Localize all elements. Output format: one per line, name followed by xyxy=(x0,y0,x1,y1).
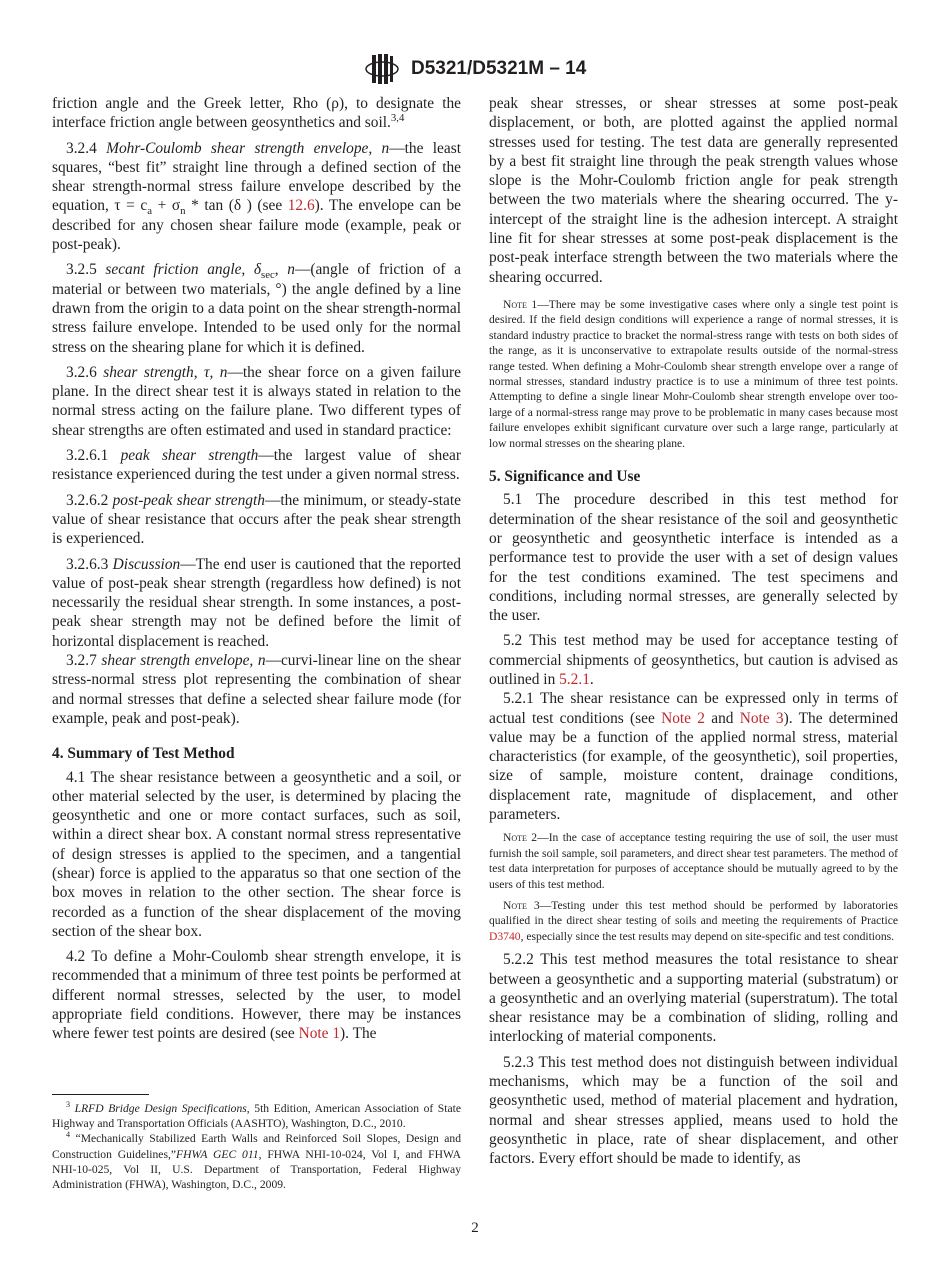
text-segment: n xyxy=(180,205,186,218)
text-segment: 2—In the case of acceptance testing requiring the use of soil, the user must furnish the soil sample, soil parameters, and direct shear test parameters. The method of test data interpretation for purposes of acceptance should be mutually agreed to by the users of this test method. xyxy=(489,831,898,891)
text-segment: 5.2 This test method may be used for acceptance testing of commercial shipments of geosynthetics, but caution is advised as outlined in xyxy=(489,632,898,688)
footnote xyxy=(52,1101,461,1131)
footnote-marker: 3 xyxy=(66,1100,71,1110)
text-segment: FHWA GEC 011 xyxy=(176,1147,259,1161)
cross-reference-link[interactable]: Note 3 xyxy=(739,709,784,727)
text-segment: ). The determined value may be a function of the applied normal stress, material characteristics (for example, of the geosynthetic), soil properties, size of sample, moisture content, drainage conditions, displacement rate, magnitude of displacement, and other parameters. xyxy=(489,709,899,824)
text-segment: post-peak shear strength xyxy=(112,491,265,509)
paragraph xyxy=(52,94,461,133)
text-segment: 4.2 To define a Mohr-Coulomb shear strength envelope, it is recommended that a minimum of three test points be performed at different normal stresses, selected by the user, to model appropriate field conditions. However, there may be instances where fewer test points are desired (see xyxy=(52,948,461,1043)
text-segment: ). The xyxy=(340,1025,377,1043)
text-segment: “Mechanically Stabilized Earth Walls and Reinforced Soil Slopes, Design and Construction Guidelines,” xyxy=(52,1132,461,1161)
text-segment: 3.2.6.3 xyxy=(66,555,113,573)
text-segment: —the minimum, or steady-state value of shear resistance that occurs after the peak shear strength is experienced. xyxy=(52,491,461,548)
paragraph xyxy=(489,689,898,824)
text-segment: , xyxy=(274,261,288,279)
text-segment: ). The envelope can be described for any chosen shear failure mode (example, peak or post-peak). xyxy=(52,197,461,254)
text-segment: Discussion xyxy=(112,555,181,573)
text-segment: Mohr-Coulomb shear strength envelope, n xyxy=(106,139,390,157)
cross-reference-link[interactable]: 12.6 xyxy=(287,197,315,215)
document-designation: D5321/D5321M – 14 xyxy=(410,58,587,79)
paragraph xyxy=(489,631,898,689)
footnote-marker: 3,4 xyxy=(390,112,405,125)
cross-reference-link[interactable]: 5.2.1 xyxy=(559,671,590,688)
text-segment: 5. Significance and Use xyxy=(489,468,641,486)
text-segment: —(angle of friction of a material or between two materials, °) the angle defined by a line drawn from the origin to a data point on the shear strength-normal stress failure envelope. Intended to be used only for the normal stress on the shearing plane for which it is defined. xyxy=(52,261,461,356)
note xyxy=(489,297,898,451)
text-segment: 3.2.6.2 xyxy=(66,491,113,509)
paragraph xyxy=(489,950,898,1046)
right-column xyxy=(489,94,898,1174)
section-heading xyxy=(52,744,461,763)
text-segment: . xyxy=(589,671,594,688)
page-header xyxy=(0,52,950,86)
text-segment: 5.2.2 This test method measures the total resistance to shear between a geosynthetic and a supporting material (substratum) or a geosynthetic and an overlying material (superstratum). The total shear resistance may be a combination of sliding, rolling and interlocking of material components. xyxy=(489,951,898,1046)
cross-reference-link[interactable]: D3740 xyxy=(489,929,521,943)
paragraph xyxy=(52,260,461,356)
text-segment: Note xyxy=(503,297,527,311)
text-segment: friction angle and the Greek letter, Rho (ρ), to designate the interface friction angle between geosynthetics and soil. xyxy=(52,95,461,132)
text-segment: —The end user is cautioned that the reported value of post-peak shear strength (regardless how defined) is not necessarily the residual shear strength. In some instances, a post-peak shear strength may not be defined before the limit of horizontal displacement is reached. xyxy=(52,555,462,650)
section-heading xyxy=(489,467,898,486)
text-segment: —the largest value of shear resistance experienced during the test under a given normal stress. xyxy=(52,447,462,484)
text-segment: 1—There may be some investigative cases where only a single test point is desired. If the field design conditions will experience a range of normal stresses, it is standard industry practice to bracket the normal-stress range with tests on both sides of the range, as it is unconservative to extrapolate results outside of the normal-stress range tested. When defining a Mohr-Coulomb shear strength envelope over a range of normal stresses, standard industry practice is to use a minimum of three test points. Attempting to define a single linear Mohr-Coulomb shear strength envelope over too-large of a normal-stress range may prove to be problematic in many cases because most failure envelopes exhibit significant curvature over such a large range, particularly at low normal stresses on the shearing plane. xyxy=(489,297,898,450)
text-segment: 3.2.5 xyxy=(66,261,106,279)
text-segment: Note xyxy=(503,831,527,845)
paragraph xyxy=(489,490,898,625)
text-segment: a xyxy=(147,205,153,218)
text-segment: and xyxy=(704,709,740,727)
text-segment: sec xyxy=(261,269,275,282)
paragraph xyxy=(52,446,461,485)
text-segment: 5.1 The procedure described in this test method for determination of the shear resistance of the soil and geosynthetic or geosynthetic and geosynthetic interface is intended as a performance test to provide the user with a set of design values for the test conditions examined. The test specimens and conditions, including normal stresses, are generally selected by the user. xyxy=(489,491,898,625)
note xyxy=(489,830,898,892)
paragraph xyxy=(52,947,461,1043)
text-segment: 3.2.6.1 xyxy=(66,447,121,465)
text-segment: shear strength, τ, n xyxy=(103,363,228,381)
text-segment: , FHWA NHI-10-024, Vol I, and FHWA NHI-10-025, Vol II, U.S. Department of Transportation, Federal Highway Administration (FHWA), Washington, D.C., 2009. xyxy=(52,1147,461,1192)
text-segment: Note xyxy=(503,899,527,912)
left-column xyxy=(52,94,461,1050)
paragraph xyxy=(52,651,461,728)
text-segment: shear strength envelope, n xyxy=(101,652,266,670)
paragraph xyxy=(52,139,461,255)
text-segment: * tan (δ ) (see xyxy=(185,197,288,215)
footnote-divider xyxy=(52,1094,149,1095)
footnotes xyxy=(52,1101,461,1192)
cross-reference-link[interactable]: Note 2 xyxy=(661,709,705,727)
text-segment: 3.2.4 xyxy=(66,139,107,157)
text-segment: + σ xyxy=(152,197,181,215)
text-segment: —curvi-linear line on the shear stress-normal stress plot representing the combination of shear and normal stresses that define a selected shear failure mode (for example, peak and post-peak). xyxy=(52,652,461,727)
cross-reference-link[interactable]: Note 1 xyxy=(298,1025,341,1043)
text-segment: , 5th Edition, American Association of State Highway and Transportation Officials (AASHTO), Washington, D.C., 2010. xyxy=(52,1102,461,1131)
text-segment: 4. Summary of Test Method xyxy=(52,745,235,763)
paragraph xyxy=(52,363,461,440)
text-segment: 3.2.6 xyxy=(66,363,104,381)
text-segment: peak shear stresses, or shear stresses at some post-peak displacement, or both, are plotted against the applied normal stresses used for testing. The test data are generally represented by a best fit straight line through the peak strength values whose slope is the Mohr-Coulomb friction angle for peak strength between the two materials where the shearing occurred. The y-intercept of the straight line is the adhesion intercept. A straight line fit for shear stresses at some post-peak displacement is the post-peak interface strength between the two materials where the shearing occurred. xyxy=(489,95,898,286)
astm-logo-icon xyxy=(364,52,400,86)
text-segment: n xyxy=(287,261,295,279)
paragraph xyxy=(52,768,461,942)
paragraph xyxy=(52,491,461,549)
text-segment: —the least squares, “best fit” straight line through a defined section of the shear strength-normal stress failure envelope described by the equation, τ = c xyxy=(52,139,461,215)
paragraph xyxy=(489,94,898,287)
footnote-marker: 4 xyxy=(66,1130,71,1140)
text-segment: 5.2.1 The shear resistance can be expressed only in terms of actual test conditions (see xyxy=(489,690,898,727)
text-segment: 4.1 The shear resistance between a geosynthetic and a soil, or other material selected by the user, is determined by placing the geosynthetic and one or more contact surfaces, such as soil, within a direct shear box. A constant normal stress representative of design stresses is applied to the specimen, and a tangential (shear) force is applied to the apparatus so that one section of the box moves in relation to the other section. The shear force is recorded as a function of the shear displacement of the moving section of the shear box. xyxy=(52,768,461,940)
note xyxy=(489,898,898,944)
text-segment: 3.2.7 xyxy=(66,652,102,670)
paragraph xyxy=(489,1053,898,1169)
text-segment: 3—Testing under this test method should be performed by laboratories qualified in the direct shear testing of soils and meeting the requirements of Practice xyxy=(489,899,898,928)
text-segment: peak shear strength xyxy=(120,447,259,465)
text-segment: secant friction angle, δ xyxy=(105,261,262,279)
footnote xyxy=(52,1131,461,1192)
text-segment: , especially since the test results may depend on site-specific and test conditions. xyxy=(520,929,895,943)
paragraph xyxy=(52,555,461,651)
text-segment: —the shear force on a given failure plane. In the direct shear test it is always stated in relation to the normal stress acting on the failure plane. Two different types of shear strengths are often estimated and used in standard practice: xyxy=(52,363,461,439)
page-number: 2 xyxy=(471,1220,479,1236)
text-segment: 5.2.3 This test method does not distinguish between individual mechanisms, which may be a function of the soil and geosynthetic used, method of material placement and hydration, normal and shear stresses applied, means used to hold the geosynthetic in place, rate of shear displacement, and other factors. Every effort should be made to identify, as xyxy=(489,1053,898,1168)
text-segment: LRFD Bridge Design Specifications xyxy=(74,1102,247,1115)
